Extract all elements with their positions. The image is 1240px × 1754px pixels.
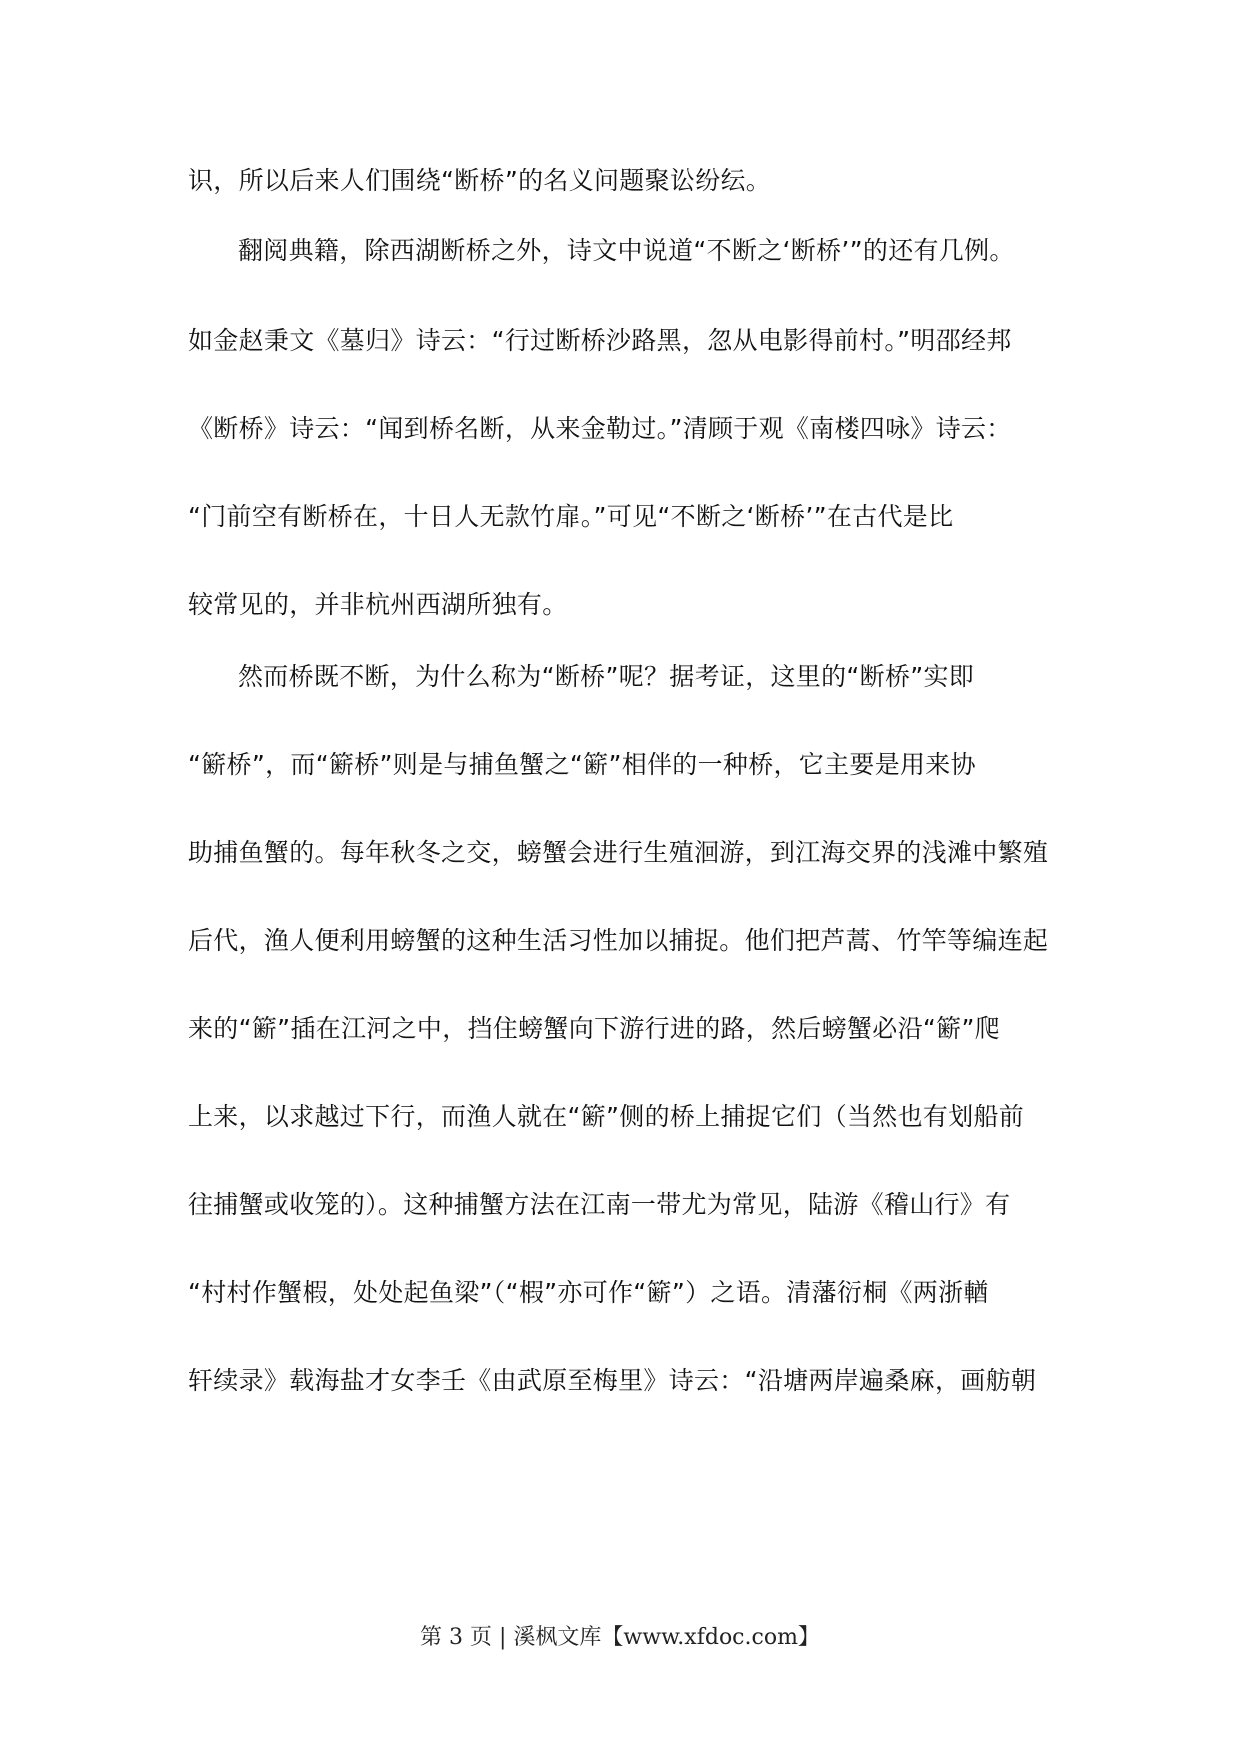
text-line: 来的“簖”插在江河之中，挡住螃蟹向下游行进的路，然后螃蟹必沿“簖”爬 <box>188 1014 1001 1043</box>
paragraph-start-line: 翻阅典籍，除西湖断桥之外，诗文中说道“不断之‘断桥’”的还有几例。 <box>238 236 1015 265</box>
text-line: 助捕鱼蟹的。每年秋冬之交，螃蟹会进行生殖洄游，到江海交界的浅滩中繁殖 <box>188 838 1049 867</box>
text-line: “门前空有断桥在，十日人无款竹扉。”可见“不断之‘断桥’”在古代是比 <box>188 502 954 531</box>
text-line: 后代，渔人便利用螃蟹的这种生活习性加以捕捉。他们把芦蒿、竹竿等编连起 <box>188 926 1049 955</box>
text-line: 如金赵秉文《墓归》诗云：“行过断桥沙路黑，忽从电影得前村。”明邵经邦 <box>188 326 1012 355</box>
text-line: 轩续录》载海盐才女李壬《由武原至梅里》诗云：“沿塘两岸遍桑麻，画舫朝 <box>188 1366 1037 1395</box>
text-line: 识，所以后来人们围绕“断桥”的名义问题聚讼纷纭。 <box>188 166 772 195</box>
text-line: 《断桥》诗云：“闻到桥名断，从来金勒过。”清顾于观《南楼四咏》诗云： <box>188 414 1012 443</box>
text-line: 上来，以求越过下行，而渔人就在“簖”侧的桥上捕捉它们（当然也有划船前 <box>188 1102 1025 1131</box>
paragraph-start-line: 然而桥既不断，为什么称为“断桥”呢？据考证，这里的“断桥”实即 <box>238 662 975 691</box>
text-line: 往捕蟹或收笼的）。这种捕蟹方法在江南一带尤为常见，陆游《稽山行》有 <box>188 1190 1011 1219</box>
text-line: “村村作蟹椵，处处起鱼梁”（“椵”亦可作“簖”）之语。清藩衍桐《两浙輶 <box>188 1278 989 1307</box>
text-line: 较常见的，并非杭州西湖所独有。 <box>188 590 568 619</box>
text-line: “簖桥”，而“簖桥”则是与捕鱼蟹之“簖”相伴的一种桥，它主要是用来协 <box>188 750 976 779</box>
page-footer: 第 3 页 | 溪枫文库【www.xfdoc.com】 <box>420 1625 820 1650</box>
